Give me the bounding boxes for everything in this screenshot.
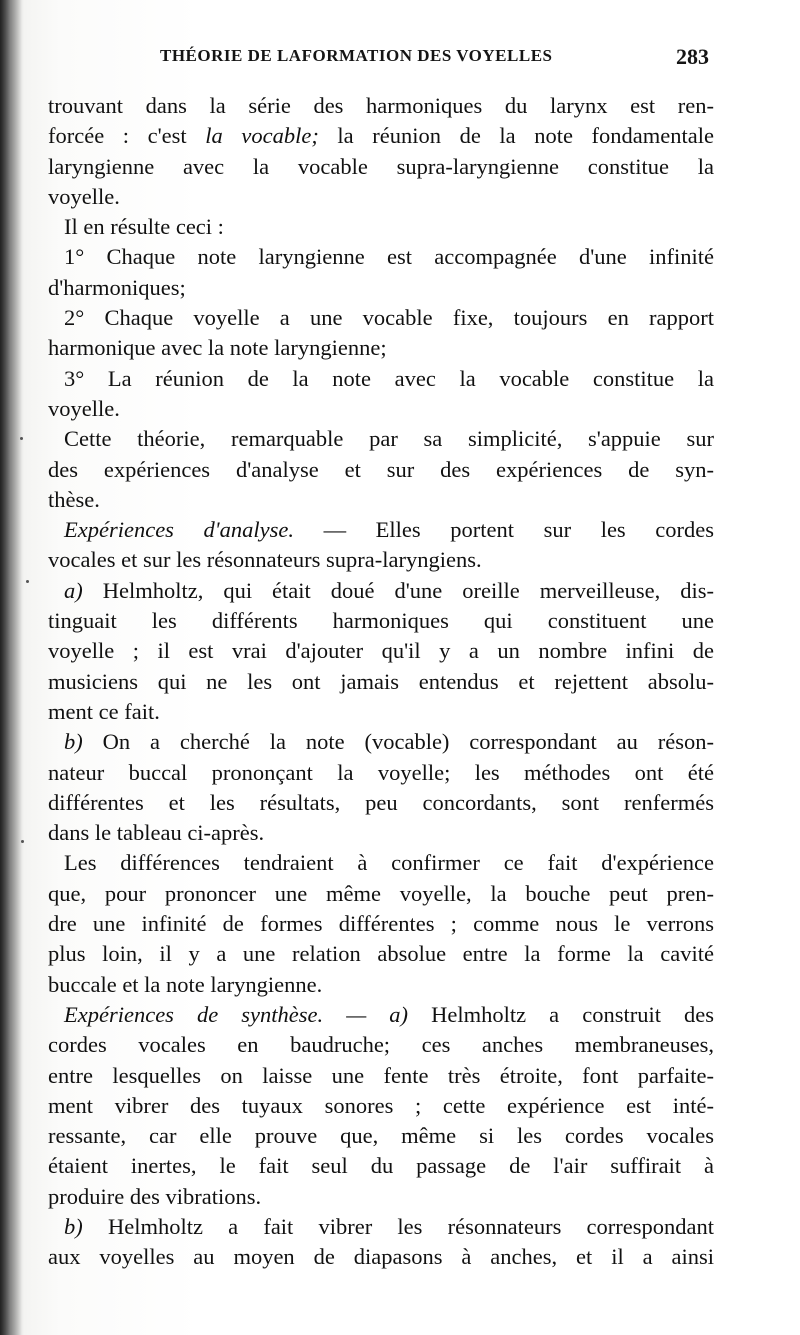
- text-line: d'harmoniques;: [48, 274, 186, 300]
- text-line: Expériences de synthèse. — a) Helmholtz a construit des: [64, 1001, 714, 1027]
- italic-heading: Expériences de synthèse. — a): [64, 1001, 409, 1027]
- text-line: ressante, car elle prouve que, même si les cordes vocales: [48, 1123, 714, 1149]
- italic-marker: b): [64, 729, 83, 755]
- italic-marker: a): [64, 577, 83, 603]
- text-line: étaient inertes, le fait seul du passage de l'air suffirait à: [48, 1153, 714, 1179]
- running-title: THÉORIE DE LAFORMATION DES VOYELLES: [160, 46, 553, 65]
- text-line: trouvant dans la série des harmoniques du larynx est ren-: [48, 93, 714, 118]
- binding-shadow: [0, 0, 22, 1335]
- print-speck: [21, 840, 24, 843]
- text-line: Les différences tendraient à confirmer ce fait d'expérience: [64, 850, 714, 876]
- text-line: ment ce fait.: [48, 698, 160, 724]
- text-line: aux voyelles au moyen de diapasons à anches, et il a ainsi: [48, 1244, 714, 1270]
- text-line: 2° Chaque voyelle a une vocable fixe, toujours en rapport: [64, 305, 714, 331]
- italic-marker: b): [64, 1213, 83, 1239]
- text-line: voyelle ; il est vrai d'ajouter qu'il y a un nombre infini de: [48, 638, 714, 664]
- text-line: entre lesquelles on laisse une fente très étroite, font parfaite-: [48, 1062, 714, 1088]
- text-line: que, pour prononcer une même voyelle, la bouche peut pren-: [48, 880, 714, 906]
- page-header: [0, 44, 800, 74]
- text-line: 3° La réunion de la note avec la vocable constitue la: [64, 365, 714, 391]
- text-line: a) Helmholtz, qui était doué d'une oreille merveilleuse, dis-: [64, 577, 714, 603]
- text-line: musiciens qui ne les ont jamais entendus et rejettent absolu-: [48, 668, 714, 694]
- italic-term: la vocable;: [205, 123, 319, 149]
- text-line: thèse.: [48, 486, 100, 512]
- text-line: produire des vibrations.: [48, 1183, 262, 1209]
- text-line: buccale et la note laryngienne.: [48, 971, 323, 997]
- text-line: plus loin, il y a une relation absolue entre la forme la cavité: [48, 941, 714, 967]
- body-text: [48, 91, 714, 1273]
- text-line: harmonique avec la note laryngienne;: [48, 335, 387, 361]
- text-line: différentes et les résultats, peu concordants, sont renfermés: [48, 789, 714, 815]
- text-line: ment vibrer des tuyaux sonores ; cette expérience est inté-: [48, 1092, 714, 1118]
- text-line: 1° Chaque note laryngienne est accompagnée d'une infinité: [64, 244, 714, 270]
- italic-heading: Expériences d'analyse.: [64, 517, 294, 543]
- text-line: Expériences d'analyse. — Elles portent sur les cordes: [64, 517, 715, 543]
- text-line: voyelle.: [48, 395, 120, 421]
- text-line: b) On a cherché la note (vocable) correspondant au réson-: [64, 729, 714, 755]
- page-number: 283: [676, 44, 709, 69]
- text-line: Il en résulte ceci :: [64, 214, 224, 240]
- text-line: voyelle.: [48, 183, 120, 209]
- text-line: cordes vocales en baudruche; ces anches membraneuses,: [48, 1032, 714, 1058]
- print-speck: [20, 437, 23, 440]
- text-line: forcée : c'est la vocable; la réunion de la note fondamentale: [48, 123, 715, 149]
- text-line: laryngienne avec la vocable supra-laryngienne constitue la: [48, 153, 714, 179]
- text-line: vocales et sur les résonnateurs supra-laryngiens.: [48, 547, 482, 573]
- text-line: dre une infinité de formes différentes ; comme nous le verrons: [48, 911, 714, 937]
- text-line: nateur buccal prononçant la voyelle; les méthodes ont été: [48, 759, 714, 785]
- text-line: des expériences d'analyse et sur des expériences de syn-: [48, 456, 714, 482]
- text-line: dans le tableau ci-après.: [48, 820, 265, 846]
- text-line: b) Helmholtz a fait vibrer les résonnateurs correspondant: [64, 1213, 714, 1239]
- print-speck: [26, 580, 29, 583]
- text-line: tinguait les différents harmoniques qui constituent une: [48, 608, 714, 634]
- text-line: Cette théorie, remarquable par sa simplicité, s'appuie sur: [64, 426, 714, 452]
